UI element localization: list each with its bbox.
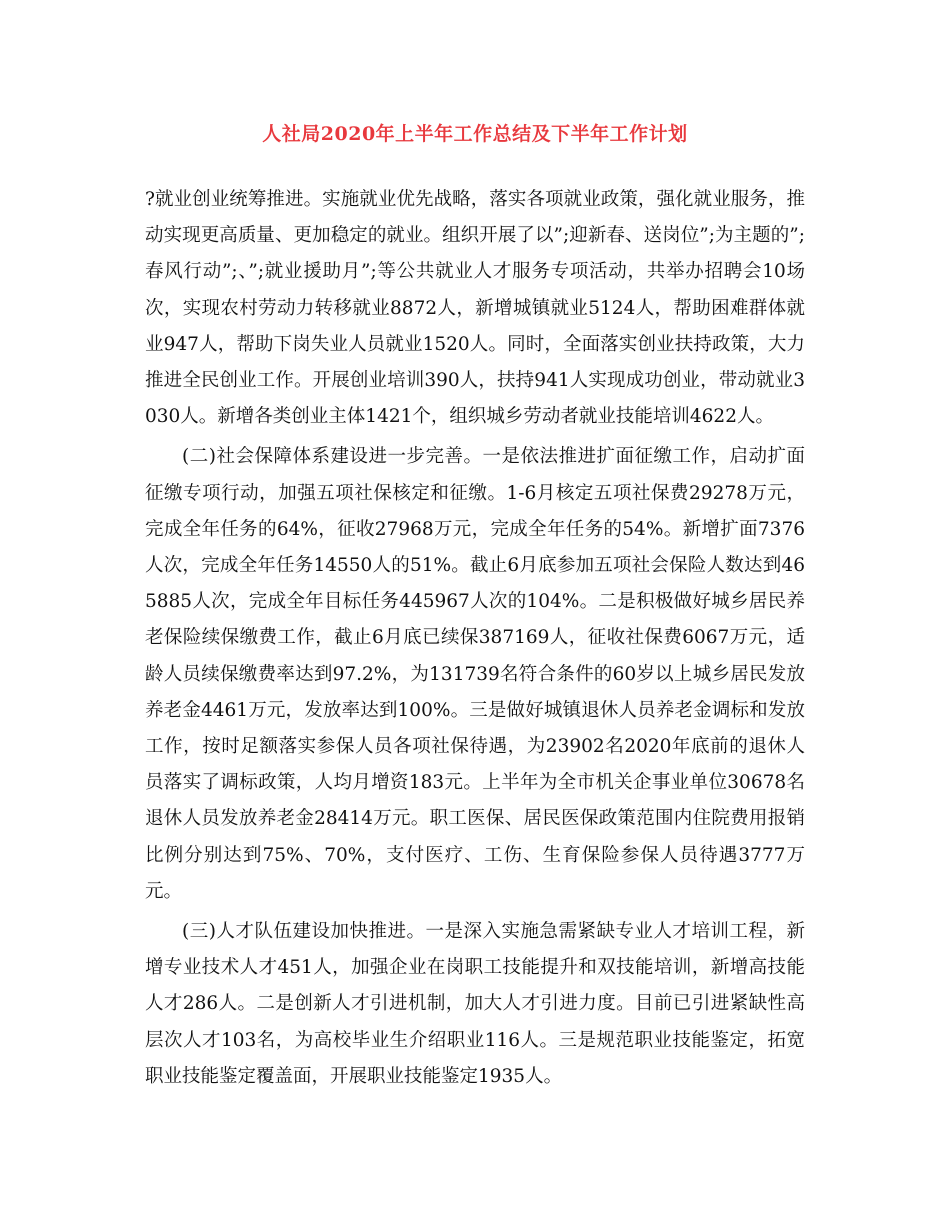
- paragraph-talent: (三)人才队伍建设加快推进。一是深入实施急需紧缺专业人才培训工程，新增专业技术人才451人，加强企业在岗职工技能提升和双技能培训，新增高技能人才286人。二是创新人才引进机制，加大人才引进力度。目前已引进紧缺性高层次人才103名，为高校毕业生介绍职业116人。三是规范职业技能鉴定，拓宽职业技能鉴定覆盖面，开展职业技能鉴定1935人。: [145, 921, 805, 1087]
- paragraph-employment: ?就业创业统筹推进。实施就业优先战略，落实各项就业政策，强化就业服务，推动实现更高质量、更加稳定的就业。组织开展了以”;迎新春、送岗位”;为主题的”;春风行动”;、”;就业援助月”;等公共就业人才服务专项活动，共举办招聘会10场次，实现农村劳动力转移就业8872人，新增城镇就业5124人，帮助困难群体就业947人，帮助下岗失业人员就业1520人。同时，全面落实创业扶持政策，大力推进全民创业工作。开展创业培训390人，扶持941人实现成功创业，带动就业3030人。新增各类创业主体1421个，组织城乡劳动者就业技能培训4622人。: [145, 189, 805, 428]
- paragraph-social-security: (二)社会保障体系建设进一步完善。一是依法推进扩面征缴工作，启动扩面征缴专项行动，加强五项社保核定和征缴。1-6月核定五项社保费29278万元，完成全年任务的64%，征收27968万元，完成全年任务的54%。新增扩面7376人次，完成全年任务14550人的51%。截止6月底参加五项社会保险人数达到465885人次，完成全年目标任务445967人次的104%。二是积极做好城乡居民养老保险续保缴费工作，截止6月底已续保387169人，征收社保费6067万元，适龄人员续保缴费率达到97.2%，为131739名符合条件的60岁以上城乡居民发放养老金4461万元，发放率达到100%。三是做好城镇退休人员养老金调标和发放工作，按时足额落实参保人员各项社保待遇，为23902名2020年底前的退休人员落实了调标政策，人均月增资183元。上半年为全市机关企事业单位30678名退休人员发放养老金28414万元。职工医保、居民医保政策范围内住院费用报销比例分别达到75%、70%，支付医疗、工伤、生育保险参保人员待遇3777万元。: [145, 446, 805, 902]
- document-title: 人社局2020年上半年工作总结及下半年工作计划: [262, 123, 688, 145]
